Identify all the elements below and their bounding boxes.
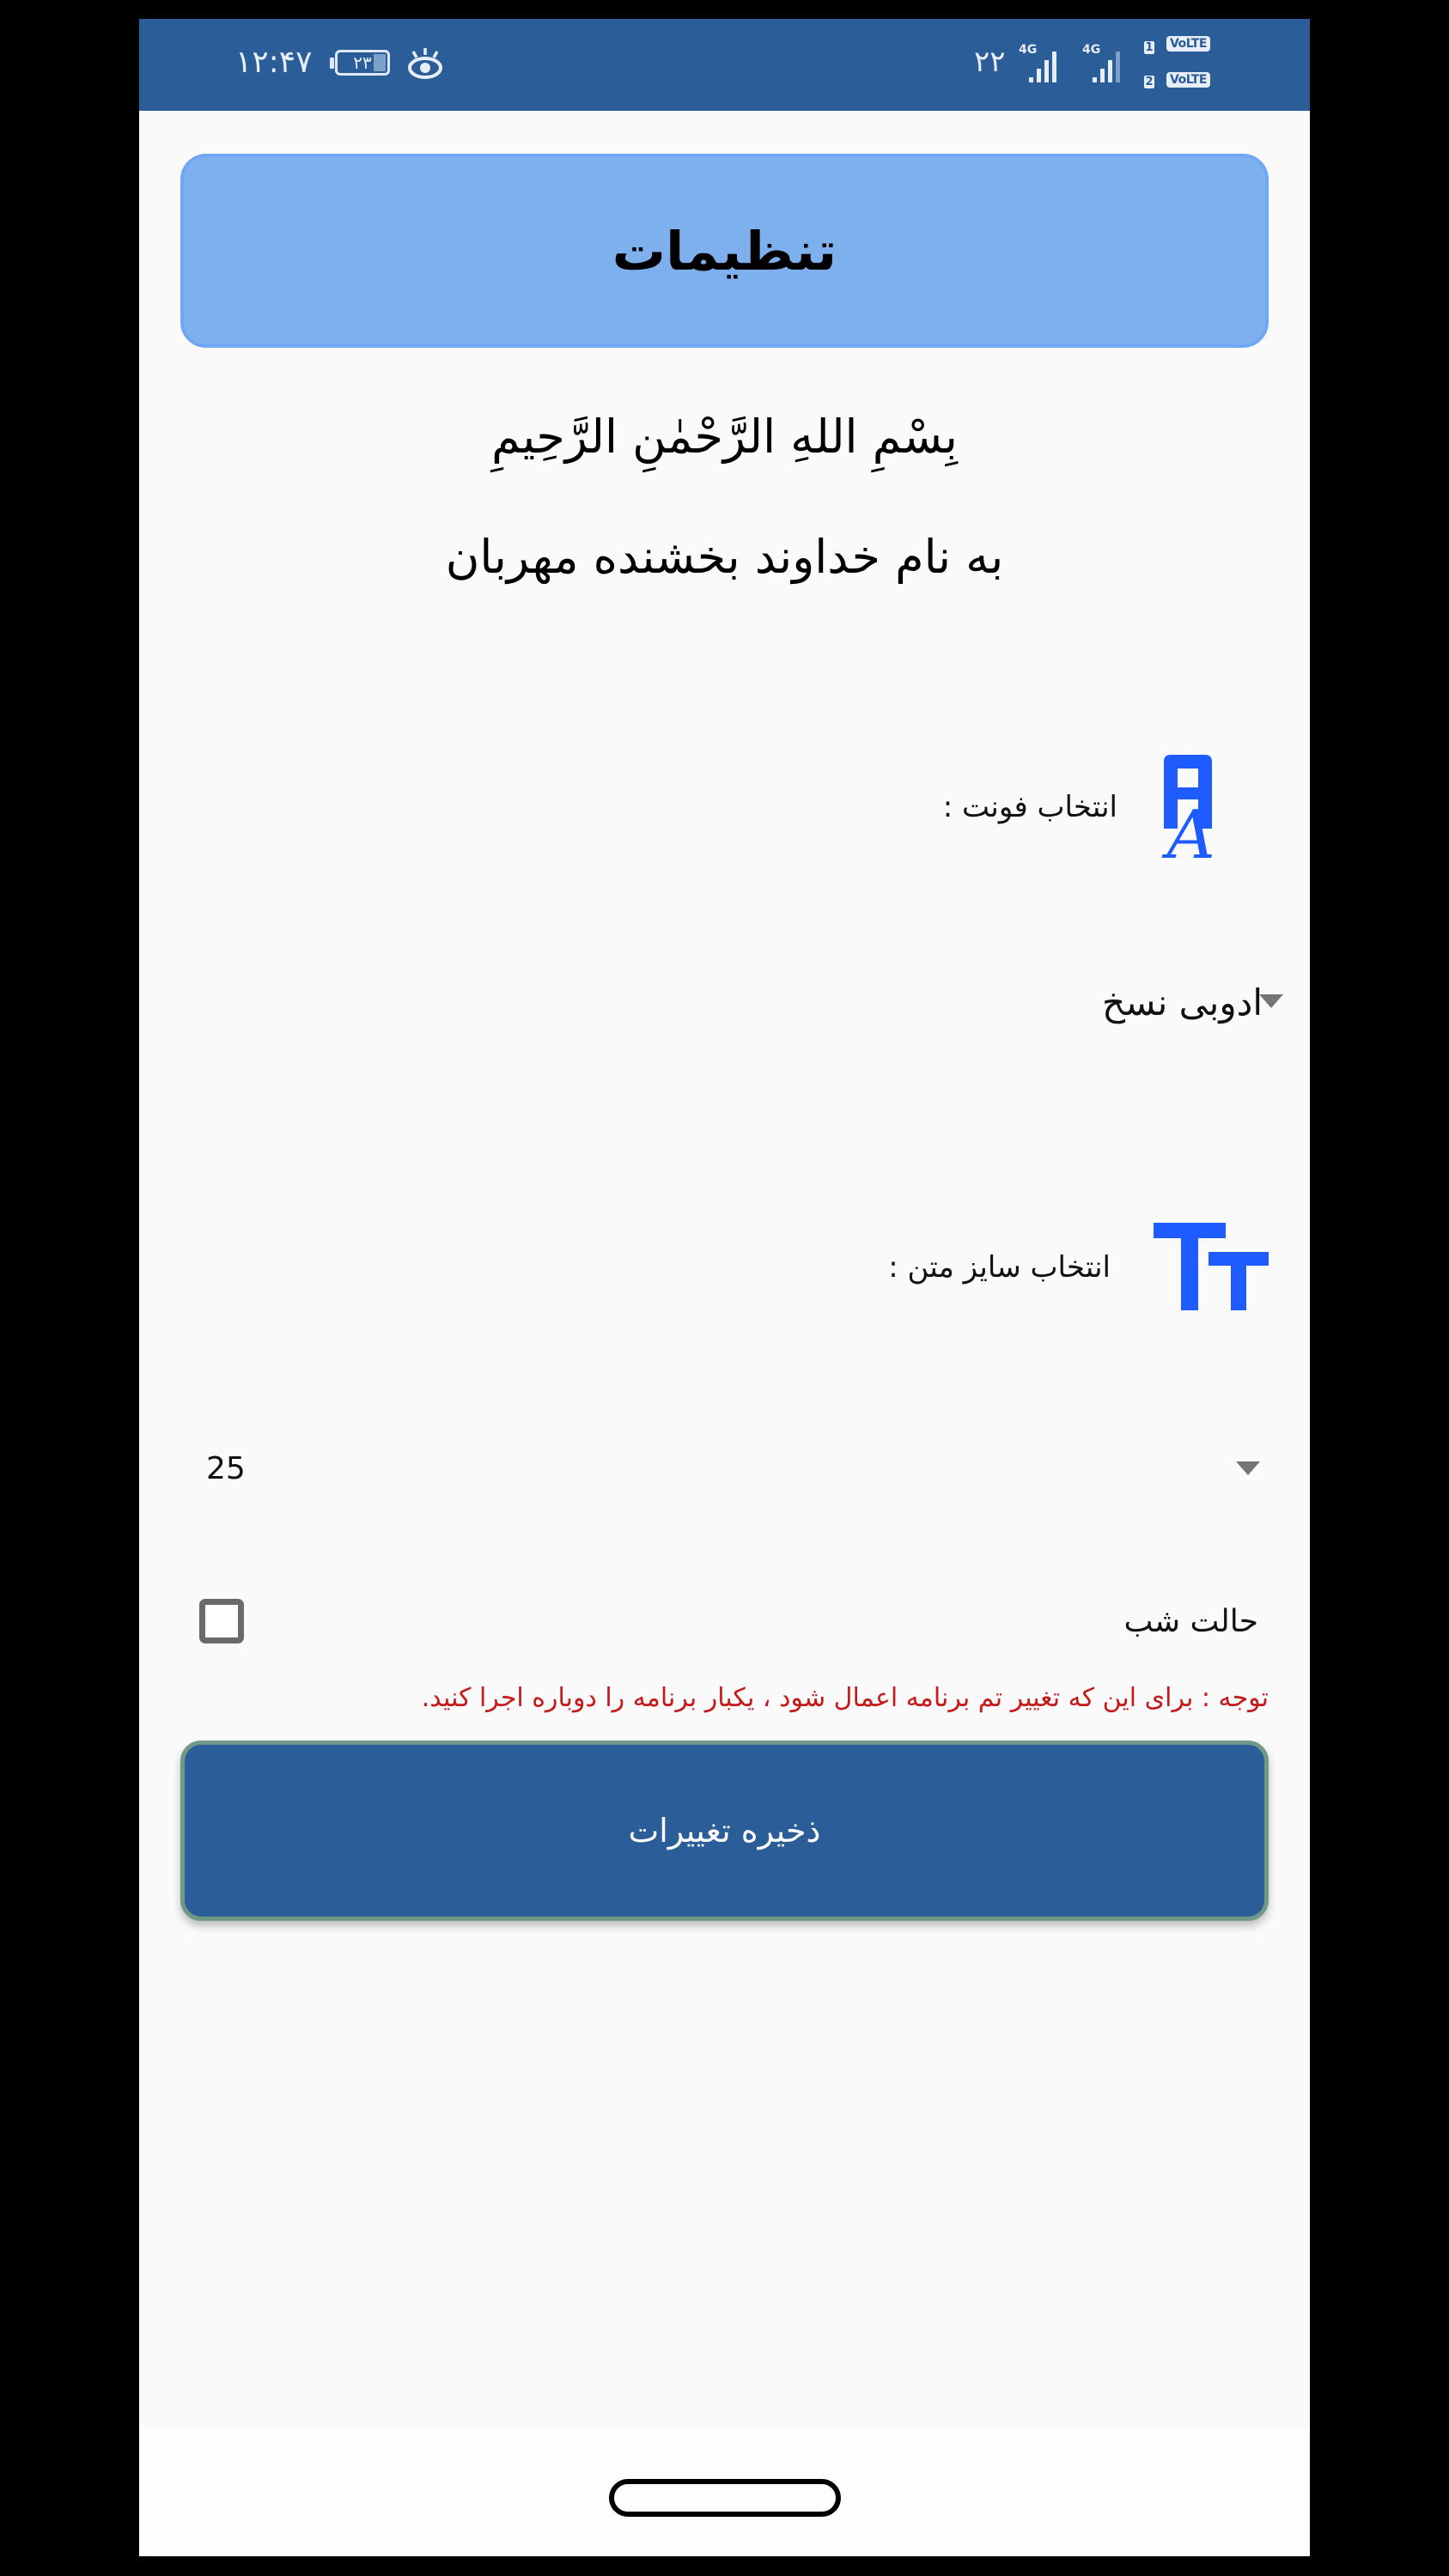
sim2-icon: 2 bbox=[1145, 76, 1154, 88]
size-dropdown-value: 25 bbox=[206, 1450, 246, 1486]
night-mode-label: حالت شب bbox=[1123, 1603, 1258, 1639]
status-date: ۲۲ bbox=[974, 45, 1006, 79]
navigation-bar bbox=[139, 2427, 1310, 2556]
chevron-down-icon bbox=[1259, 994, 1283, 1008]
volte-icon-2: VoLTE bbox=[1166, 72, 1210, 88]
eye-comfort-icon bbox=[405, 45, 445, 81]
battery-level: ۲۳ bbox=[353, 52, 372, 73]
font-dropdown[interactable] bbox=[1102, 963, 1263, 1041]
size-dropdown[interactable] bbox=[180, 1430, 1269, 1507]
bismillah-persian: به نام خداوند بخشنده مهربان bbox=[445, 530, 1004, 584]
save-changes-button[interactable] bbox=[180, 1741, 1269, 1921]
phone-screen bbox=[139, 19, 1310, 2556]
text-size-tt-icon bbox=[1154, 1221, 1269, 1314]
svg-text:A: A bbox=[1166, 797, 1215, 861]
size-setting-label: انتخاب سایز متن : bbox=[888, 1250, 1111, 1285]
restart-note: توجه : برای این که تغییر تم برنامه اعمال شود ، یکبار برنامه را دوباره اجرا کنید. bbox=[421, 1683, 1269, 1713]
bismillah-arabic: بِسْمِ اللهِ الرَّحْمٰنِ الرَّحِيمِ bbox=[491, 410, 958, 464]
status-bar bbox=[139, 19, 1310, 111]
font-setting-label: انتخاب فونت : bbox=[942, 790, 1117, 824]
sim1-icon: 1 bbox=[1145, 41, 1154, 54]
font-dropdown-value: ادوبی نسخ bbox=[1102, 981, 1263, 1024]
volte-icon-1: VoLTE bbox=[1166, 36, 1210, 52]
signal-icon-sim1: 4G bbox=[1019, 43, 1067, 86]
night-mode-checkbox[interactable] bbox=[199, 1599, 244, 1643]
header-card bbox=[180, 154, 1269, 348]
night-mode-row bbox=[199, 1587, 1258, 1656]
font-setting-row bbox=[943, 753, 1269, 861]
save-button-label: ذخیره تغییرات bbox=[628, 1812, 821, 1850]
size-setting-row bbox=[888, 1221, 1269, 1314]
signal-icon-sim2: 4G bbox=[1082, 43, 1130, 86]
status-time: ۱۲:۴۷ bbox=[235, 45, 313, 80]
page-title: تنظیمات bbox=[612, 219, 837, 283]
home-gesture-pill[interactable] bbox=[609, 2479, 841, 2517]
font-aa-icon bbox=[1160, 753, 1269, 861]
battery-icon bbox=[335, 50, 390, 76]
chevron-down-icon bbox=[1236, 1461, 1260, 1475]
